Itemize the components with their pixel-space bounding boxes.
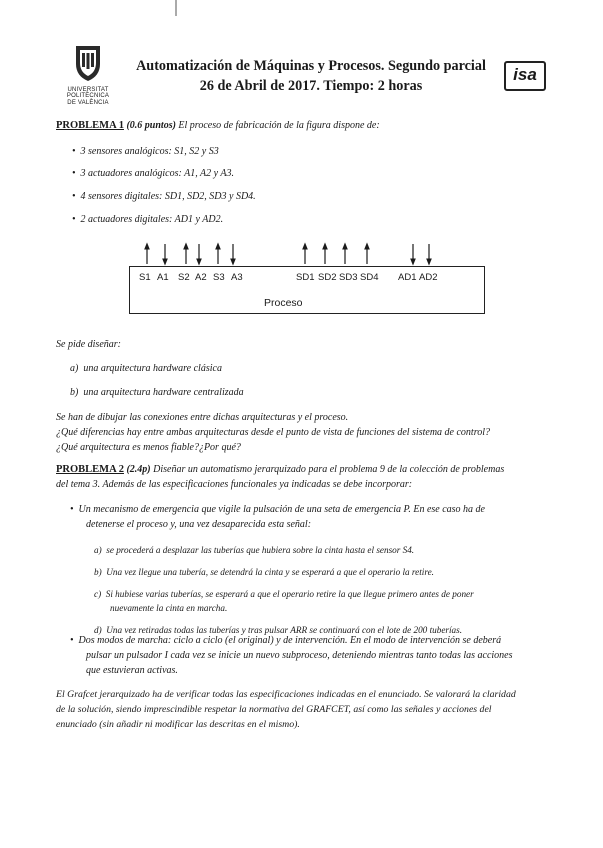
problem2-bullet-emergency: • Un mecanismo de emergencia que vigile la pulsación de una seta de emergencia P. En ese caso ha de detenerse el proceso y, una vez desaparecida esta señal: [70, 504, 485, 530]
university-name-2: POLITÈCNICA [66, 93, 110, 100]
bullet-icon: • [72, 168, 81, 179]
sublist-item: a) se procederá a desplazar las tuberías que hubiera sobre la cinta hasta el sensor S4. [94, 545, 415, 555]
problem1-option: a) una arquitectura hardware clásica [70, 363, 222, 374]
problem1-option: b) una arquitectura hardware centralizada [70, 387, 244, 398]
problem2-sublist [94, 543, 564, 637]
question-line: ¿Qué arquitectura es menos fiable?¿Por qué? [56, 442, 241, 453]
problem2-label: PROBLEMA 2 [56, 464, 124, 475]
signal-label-sd3: SD3 [339, 272, 358, 283]
problem2-points: (2.4p) [126, 464, 151, 475]
exam-title-line2: 26 de Abril de 2017. Tiempo: 2 horas [199, 78, 423, 94]
signal-label-ad2: AD2 [419, 272, 438, 283]
question-line: Se han de dibujar las conexiones entre dichas arquitecturas y el proceso. [56, 412, 349, 423]
problem1-bullet: • 4 sensores digitales: SD1, SD2, SD3 y SD4. [72, 191, 256, 202]
question-line: ¿Qué diferencias hay entre ambas arquitecturas desde el punto de vista de funciones del sistema de control? [56, 427, 490, 438]
problem1-bullet: • 2 actuadores digitales: AD1 y AD2. [72, 214, 224, 225]
exam-title-line1: Automatización de Máquinas y Procesos. Segundo parcial [136, 58, 486, 74]
problem1-intro: El proceso de fabricación de la figura dispone de: [178, 120, 380, 131]
sublist-item: c) Si hubiese varias tuberías, se esperará a que el operario retire la que llegue primero antes de poner nuevamente la cinta en marcha. [94, 589, 474, 613]
problem1-bullet: • 3 actuadores analógicos: A1, A2 y A3. [72, 168, 235, 179]
sublist-item: d) Una vez retiradas todas las tuberías y tras pulsar ARR se continuará con el lote de 200 tuberías. [94, 625, 462, 635]
signal-label-s3: S3 [213, 272, 225, 283]
problem2-closing: El Grafcet jerarquizado ha de verificar todas las especificaciones indicadas en el enunciado. Se valorará la claridad de la solución, siendo imprescindible respetar la normativa del GRAFCET, así como las señales y acciones del enunciado (sin añadir ni modificar las descritas en el mismo). [56, 689, 516, 730]
signal-label-sd1: SD1 [296, 272, 315, 283]
problem1-questions [56, 410, 556, 455]
problem1-ask: Se pide diseñar: [56, 339, 121, 350]
bullet-icon: • [72, 146, 81, 157]
problem2-intro-2: del tema 3. Además de las especificaciones funcionales ya indicadas se debe incorporar: [56, 479, 413, 490]
bullet-icon: • [70, 504, 79, 515]
university-name-1: UNIVERSITAT [67, 87, 109, 93]
bullet-icon: • [70, 635, 79, 646]
problem2-intro-1: Diseñar un automatismo jerarquizado para el problema 9 de la colección de problemas [153, 464, 505, 475]
problem1-label: PROBLEMA 1 [56, 120, 124, 131]
problem2-bullet-modes: • Dos modos de marcha: ciclo a ciclo (el original) y de intervención. En el modo de intervención se deberá pulsar un pulsador I cada vez se inicie un nuevo subproceso, deteniendo mientras tanto todas las acciones que estuvieran activas. [70, 635, 513, 676]
signal-label-s2: S2 [178, 272, 190, 283]
problem2-heading [56, 462, 566, 492]
bullet-icon: • [72, 191, 81, 202]
process-label: Proceso [264, 297, 303, 309]
bullet-icon: • [72, 214, 81, 225]
signal-label-a2: A2 [195, 272, 207, 283]
university-name-3: DE VALÈNCIA [67, 99, 109, 106]
signal-label-s1: S1 [139, 272, 151, 283]
isa-logo-text: isa [513, 65, 537, 84]
signal-label-a1: A1 [157, 272, 169, 283]
sublist-item: b) Una vez llegue una tubería, se detendrá la cinta y se esperará a que el operario la retire. [94, 567, 434, 577]
problem1-points: (0.6 puntos) [126, 120, 176, 131]
signal-label-ad1: AD1 [398, 272, 417, 283]
signal-label-sd4: SD4 [360, 272, 379, 283]
signal-label-a3: A3 [231, 272, 243, 283]
problem1-bullet: • 3 sensores analógicos: S1, S2 y S3 [72, 146, 219, 157]
signal-label-sd2: SD2 [318, 272, 337, 283]
